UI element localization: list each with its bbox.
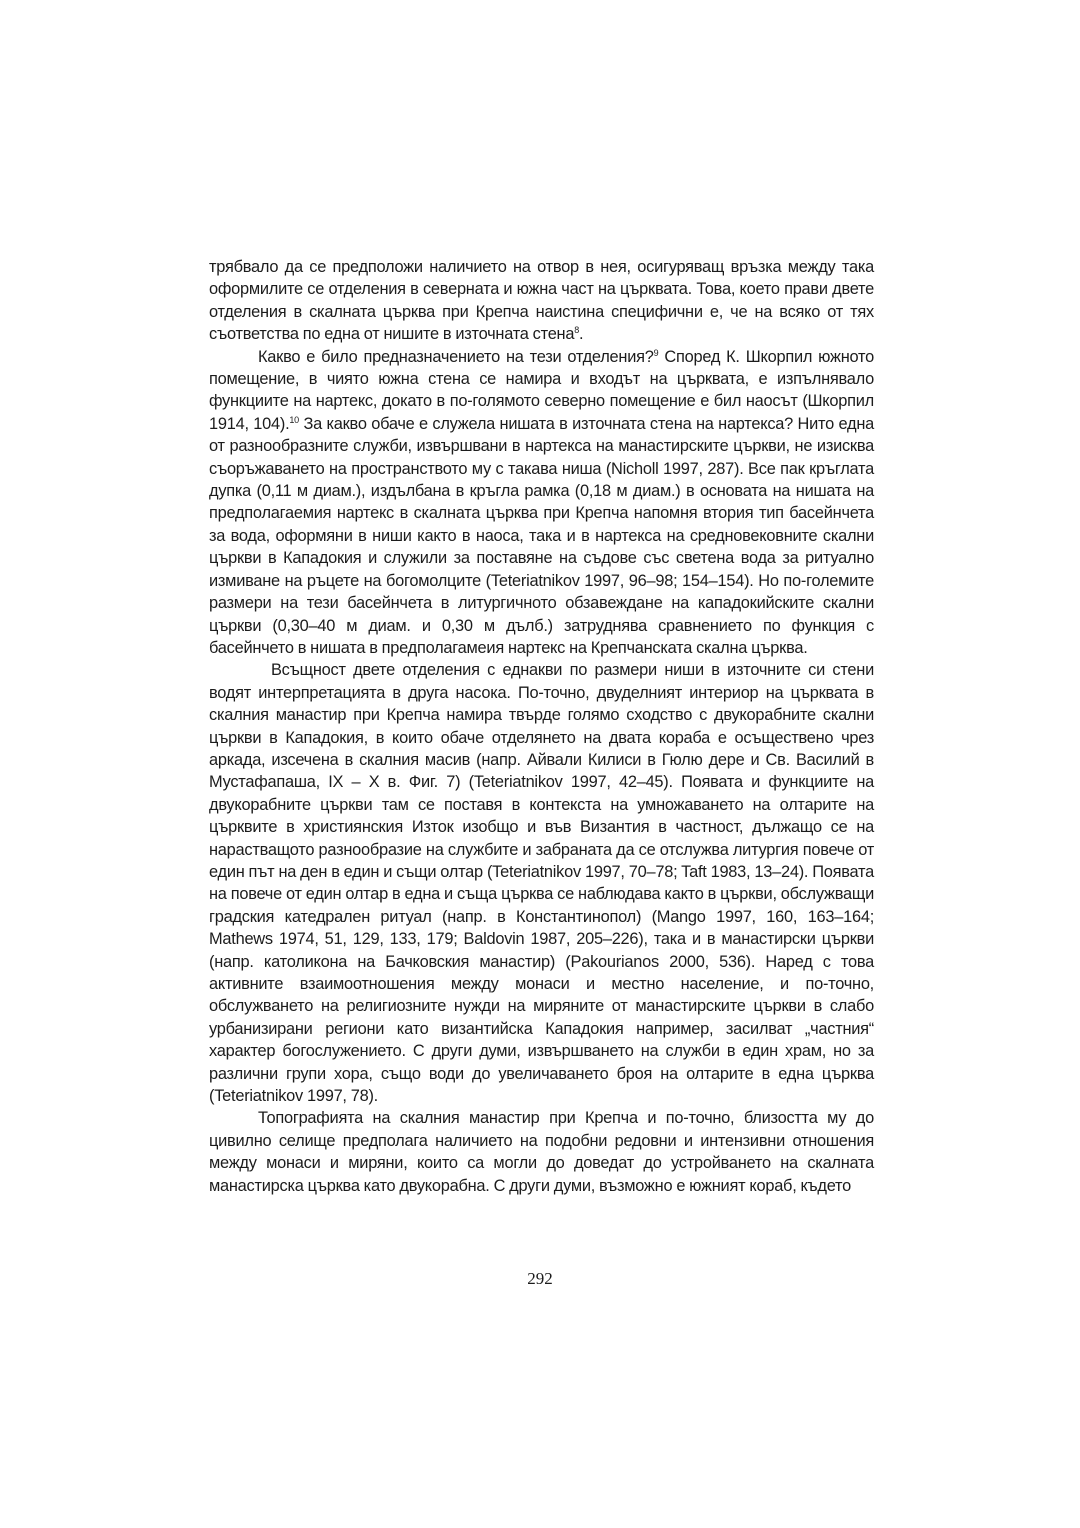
footnote-marker: 9 bbox=[653, 347, 659, 358]
paragraph-text: Всъщност двете отделения с еднакви по размери ниши в източните си стени водят интерпретацията в друга насока. По-точно, двуделният интериор на църквата в скалния манастир при Крепча намира твърде голямо сходство с двукорабните скални църкви в Кападокия, в които обаче отделянето на двата кораба е осъществено чрез аркада, изсечена в скалния масив (напр. Айвали Килиси в Гюлю дере и Св. Василий в Мустафапаша, IX – X в. Фиг. 7) (Teteriatnikov 1997, 42–45). Появата и функциите на двукорабните църкви там се поставя в контекста на умножаването на олтарите на църквите в християнския Изток изобщо и във Византия в частност, дължащо се на нарастващото разнообразие на службите и забраната да се отслужва литургия повече от един път на ден в един и същи олтар (Teteriatnikov 1997, 70–78; Taft 1983, 13–24). Появата на повече от един олтар в една и съща църква се наблюдава както в църкви, обслужващи градския катедрален ритуал (напр. в Константинопол) (Mango 1997, 160, 163–164; Mathews 1974, 51, 129, 133, 179; Baldovin 1987, 205–226), така и в манастирски църкви (напр. католикона на Бачковския манастир) (Pakourianos 2000, 536). Наред с това активните взаимоотношения между монаси и местно население, и по-точно, обслужването на религиозните нужди на миряните от манастирските църкви в слабо урбанизирани региони като византийска Кападокия например, засилват „частния“ характер богослужението. С други думи, извършването на служби в един храм, но за различни групи хора, също води до увеличаването броя на олтарите в една църква (Teteriatnikov 1997, 78). bbox=[209, 661, 874, 1106]
page-number: 292 bbox=[527, 1269, 553, 1288]
paragraph-text: За какво обаче е служела нишата в източната стена на нартекса? Нито една от разнообразните служби, извършвани в нартекса на манастирските църкви, не изисква съоръжаването на пространството му с такава ниша (Nicholl 1997, 287). Все пак кръглата дупка (0,11 м диам.), издълбана в кръгла рамка (0,18 м диам.) в основата на нишата на предполагаемия нартекс в скалната църква при Крепча напомня втория тип басейнчета за вода, оформяни в ниши както в наоса, така и в нартекса на средновековните скални църкви в Кападокия и служили за поставяне на съдове със светена вода за ритуално измиване на ръцете на богомолците (Teteriatnikov 1997, 96–98; 154–154). Но по-големите размери на тези басейнчета в литургичното обзавеждане на кападокийските скални църкви (0,30–40 м диам. и 0,30 м дълб.) затруднява сравнението по функция с басейнчето в нишата в предполагамеия нартекс на Крепчанската скална църква. bbox=[209, 414, 874, 657]
footnote-marker: 8 bbox=[574, 325, 579, 336]
paragraph-text: Какво е било предназначението на тези отделения? bbox=[258, 347, 654, 366]
paragraph bbox=[209, 346, 874, 660]
paragraph bbox=[209, 659, 874, 1107]
paragraph bbox=[209, 256, 874, 346]
paragraph-text: . bbox=[579, 325, 584, 344]
paragraph-text: трябвало да се предположи наличието на отвор в нея, осигуряващ връзка между така оформилите се отделения в северната и южна част на църквата. Това, което прави двете отделения в скалната църква при Крепча наистина специфични е, че на всяко от тях съответства по една от нишите в източната стена bbox=[209, 258, 874, 344]
paragraph-text: Според К. Шкорпил южното помещение, в чиято южна стена се намира и входът на църквата, е изпълнявало функциите на нартекс, докато в по-голямото северно помещение е бил наосът (Шкорпил 1914, 104). bbox=[209, 347, 874, 433]
paragraph-text: Топографията на скалния манастир при Крепча и по-точно, близостта му до цивилно селище предполага наличието на подобни редовни и интензивни отношения между монаси и миряни, които са могли до доведат до устройването на скалната манастирска църква като двукорабна. С други думи, възможно е южният кораб, където bbox=[209, 1109, 874, 1195]
paragraph bbox=[209, 1107, 874, 1197]
footnote-marker: 10 bbox=[289, 414, 299, 425]
body-text bbox=[209, 256, 874, 1197]
